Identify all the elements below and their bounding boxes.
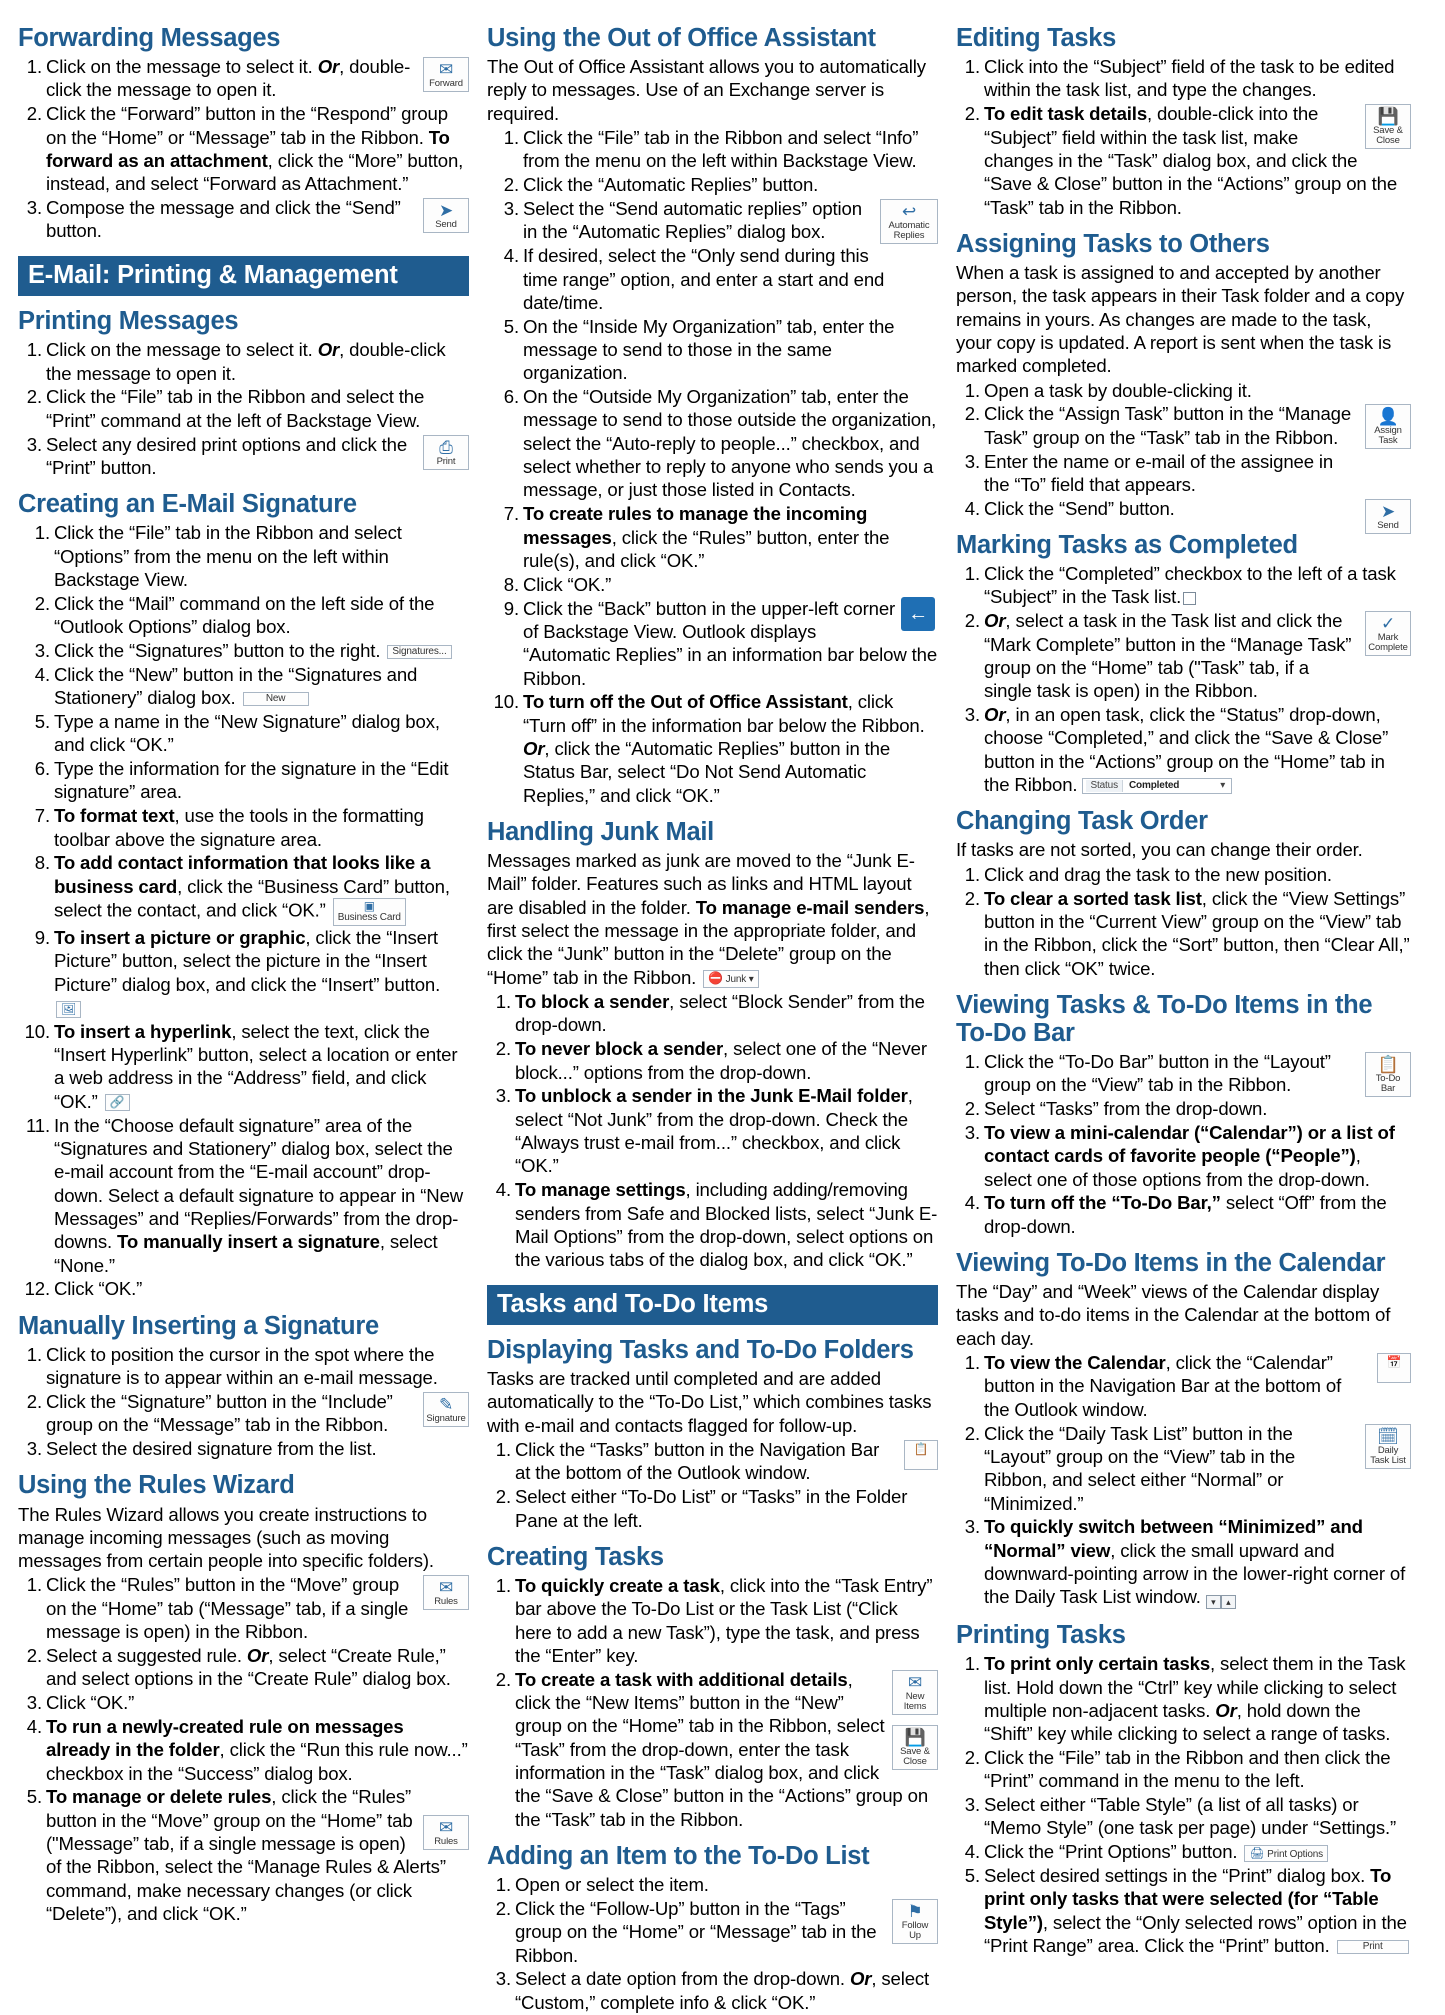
step-text: Click the “File” tab in the Ribbon and select “Options” from the menu on the left within Backstage View. [54,522,402,590]
forward-ribbon-button[interactable] [423,57,469,92]
daily-task-list-ribbon-button[interactable] [1365,1424,1411,1469]
step-item [956,1191,1411,1238]
rules-manage-ribbon-button[interactable] [423,1815,469,1850]
step-item [18,1715,469,1785]
step-item [956,402,1411,449]
intro-assigning-tasks: When a task is assigned to and accepted by another person, the task appears in their Task folder and a copy remains in yours. As changes are made to the task, your copy is updated. A report is sent when the task is marked completed. [956,261,1405,377]
step-item [18,196,469,243]
step-text: Or, select a task in the Task list and click the “Mark Complete” button in the “Manage Task” group on the “Home” tab ("Task” tab, if a single task is open) in the Ribbon. [984,610,1352,702]
insert-hyperlink-button[interactable] [105,1094,130,1111]
step-text: To insert a picture or graphic, click the “Insert Picture” button, select the picture in the “Insert Picture” dialog box, and click the “Insert” button. [54,927,441,995]
step-text: Click the “Tasks” button in the Navigation Bar at the bottom of the Outlook window. [515,1439,880,1484]
send-ribbon-button-icon: ➤ [438,201,454,221]
steps-printing-tasks [956,1652,1411,1957]
step-item [956,1652,1411,1745]
step-item [956,379,1411,402]
mark-complete-ribbon-button-icon: ✓ [1380,614,1396,634]
status-dropdown[interactable] [1082,778,1232,795]
step-text: To view the Calendar, click the “Calendar” button in the Navigation Bar at the bottom of the Outlook window. [984,1352,1342,1420]
step-text: To unblock a sender in the Junk E-Mail folder, select “Not Junk” from the drop-down. Check the “Always trust e-mail from...” checkbox, and click “OK.” [515,1085,913,1177]
save-close-ribbon-button-label: Save & Close [1373,125,1403,147]
step-text: Type a name in the “New Signature” dialog box, and click “OK.” [54,710,440,756]
step-text: Click into the “Subject” field of the task to be edited within the task list, and type the changes. [984,56,1395,101]
step-text: To format text, use the tools in the formatting toolbar above the signature area. [54,805,424,850]
step-text: Click the “File” tab in the Ribbon and select “Info” from the menu on the left within Backstage View. [523,127,919,172]
steps-manual-signature [18,1343,469,1461]
column-middle [487,24,938,2015]
step-text: Click the “File” tab in the Ribbon and select the “Print” command at the left of Backstage View. [46,386,425,431]
section-heading-creating-signature: Creating an E-Mail Signature [18,490,357,519]
hyperlink-icon: 🔗 [109,1095,125,1110]
step-item [487,1574,938,1667]
step-item [956,1097,1411,1120]
rules-manage-ribbon-button-label: Rules [434,1836,458,1848]
step-item [487,502,938,572]
completed-checkbox[interactable] [1183,592,1196,605]
step-item [487,573,938,596]
step-text: Select a suggested rule. Or, select “Create Rule,” and select options in the “Create Rule” dialog box. [46,1644,451,1690]
step-item [956,1422,1411,1515]
chevron-down-icon[interactable]: ▾ [1206,1595,1221,1609]
step-item [487,1178,938,1271]
step-text: To create a task with additional details, click the “New Items” button in the “New” group on the “Home” tab in the Ribbon, select “Task” from the drop-down, enter the task information in the “Task” dialog box, and click the “Save & Close” button in the “Actions” group on the “Task” tab in the Ribbon. [515,1668,929,1830]
step-item [18,1343,469,1390]
business-card-icon: ▣ [363,899,375,914]
step-text: Click on the message to select it. Or, double-click the message to open it. [46,339,446,384]
step-item [956,887,1411,980]
section-heading-changing-task-order: Changing Task Order [956,807,1208,836]
send-ribbon-button[interactable] [423,198,469,233]
step-item [18,1785,469,1925]
rules-ribbon-button[interactable] [423,1575,469,1610]
todo-bar-ribbon-button-icon: 📋 [1377,1054,1399,1074]
step-item [956,863,1411,886]
step-item [487,315,938,385]
step-item [956,55,1411,102]
junk-ribbon-button[interactable]: ⛔ Junk ▾ [703,970,758,988]
print-ribbon-button[interactable] [423,435,469,470]
step-item [956,1515,1411,1610]
automatic-replies-ribbon-button-icon: ↩ [901,202,917,222]
steps-viewing-todo-bar [956,1050,1411,1238]
steps-assigning-tasks [956,379,1411,531]
step-text: Select either “To-Do List” or “Tasks” in the Folder Pane at the left. [515,1486,908,1531]
step-item [956,1864,1411,1957]
step-item [956,1793,1411,1840]
step-item [18,1277,469,1300]
step-text: To print only certain tasks, select them in the Task list. Hold down the “Ctrl” key while clicking to select multiple non-adjacent tasks. Or, hold down the “Shift” key while clicking to select a range of tasks. [984,1653,1406,1745]
chevron-down-icon: ▾ [1220,779,1226,791]
step-item [487,1668,938,1831]
step-text: Click the “Mail” command on the left side of the “Outlook Options” dialog box. [54,592,435,638]
section-heading-marking-completed: Marking Tasks as Completed [956,531,1298,559]
step-text: Click the “Forward” button in the “Respond” group on the “Home” or “Message” tab in the Ribbon. To forward as an attachment, click the “More” button, instead, and select “Forward as Attachment.” [46,103,464,195]
steps-adding-todo [487,1873,938,2014]
save-close-ribbon-button-mid-icon: 💾 [904,1727,926,1747]
step-text: Open or select the item. [515,1874,709,1896]
step-text: Select the “Send automatic replies” option in the “Automatic Replies” dialog box. [523,198,862,243]
step-item [18,433,469,480]
intro-junk-mail: Messages marked as junk are moved to the “Junk E-Mail” folder. Features such as links and HTML layout are disabled in the folder. To manage e-mail senders, first select the message in the appropriate folder, and click the “Junk” button in the “Delete” group on the “Home” tab in the Ribbon. ⛔ Junk ▾ [487,850,930,988]
step-item [487,1438,938,1485]
follow-up-ribbon-button-label: Follow Up [901,1919,929,1941]
signature-ribbon-button-label: Signature [426,1412,466,1424]
signature-ribbon-button[interactable] [423,1392,469,1427]
column-left [18,24,469,1926]
section-heading-printing-tasks: Printing Tasks [956,1621,1126,1650]
steps-creating-signature [18,521,469,1301]
section-heading-manual-signature: Manually Inserting a Signature [18,1311,379,1340]
save-close-ribbon-button-mid-label: Save & Close [900,1745,930,1767]
step-text: To insert a hyperlink, select the text, click the “Insert Hyperlink” button, select a location or enter a web address in the “Address” field, and click “OK.” [54,1020,458,1112]
step-text: Select any desired print options and click the “Print” button. [46,433,408,478]
section-heading-adding-todo: Adding an Item to the To-Do List [487,1842,870,1871]
step-item [956,102,1411,219]
business-card-button[interactable] [333,898,406,926]
steps-junk-mail [487,990,938,1271]
step-item [18,55,469,102]
step-item [956,1121,1411,1191]
three-column-layout [18,24,1427,2015]
back-arrow-button[interactable]: ← [901,597,935,631]
step-text: Open a task by double-clicking it. [984,379,1252,401]
new-signature-button[interactable]: New [243,692,309,707]
band-tasks-todo-items: Tasks and To-Do Items [487,1285,938,1326]
assign-task-ribbon-button-label: Assign Task [1374,425,1402,447]
step-item [18,851,469,925]
status-label: Status [1086,780,1122,793]
step-item [487,1897,938,1967]
step-item [18,663,469,710]
intro-displaying-tasks: Tasks are tracked until completed and are added automatically to the “To-Do List,” which combines tasks with e-mail and contacts flagged for follow-up. [487,1368,932,1436]
new-items-ribbon-button-label: New Items [903,1690,927,1712]
assign-task-ribbon-button[interactable] [1365,404,1411,449]
section-heading-creating-tasks: Creating Tasks [487,1542,664,1571]
forward-ribbon-button-label: Forward [429,78,463,90]
step-item [487,197,938,244]
minimize-expand-arrows[interactable] [1206,1587,1236,1610]
steps-rules-wizard [18,1573,469,1925]
step-text: Click the “Completed” checkbox to the left of a task “Subject” in the Task list. [984,563,1396,608]
step-text: Select desired settings in the “Print” dialog box. To print only tasks that were selected (for “Table Style”), select the “Only selected rows” option in the “Print Range” area. Click the “Print” button. [984,1865,1407,1957]
section-heading-junk-mail: Handling Junk Mail [487,818,714,847]
rules-ribbon-button-label: Rules [434,1596,458,1608]
section-heading-editing-tasks: Editing Tasks [956,24,1116,52]
step-text: Click the “Signatures” button to the right. [54,639,381,661]
step-item [956,562,1411,609]
step-item [487,385,938,502]
step-item [487,1037,938,1084]
step-text: Select the desired signature from the list. [46,1438,377,1460]
section-heading-printing-messages: Printing Messages [18,307,239,336]
steps-marking-completed [956,562,1411,796]
new-items-ribbon-button-icon: ✉ [907,1672,923,1692]
step-text: To never block a sender, select one of the “Never block...” options from the drop-down. [515,1038,927,1083]
junk-icon: ⛔ [708,971,723,986]
step-item [18,1114,469,1277]
step-item [18,102,469,195]
insert-picture-button[interactable] [56,1001,81,1018]
step-item [18,1437,469,1460]
print-ribbon-button-icon: ⎙ [439,437,453,457]
daily-task-list-ribbon-button-icon: 🗓 [1377,1426,1399,1446]
step-item [487,690,938,807]
step-item [487,126,938,173]
step-text: To clear a sorted task list, click the “View Settings” button in the “Current View” group on the “View” tab in the Ribbon, click the “Sort” button, then “Clear All,” then click “OK” twice. [984,887,1410,979]
step-text: To turn off the “To-Do Bar,” select “Off” from the drop-down. [984,1192,1387,1237]
step-text: Enter the name or e-mail of the assignee in the “To” field that appears. [984,450,1334,495]
section-heading-viewing-todo-bar: Viewing Tasks & To-Do Items in the To-Do Bar [956,990,1373,1047]
print-dialog-button[interactable]: Print [1337,1940,1409,1955]
intro-viewing-calendar: The “Day” and “Week” views of the Calendar display tasks and to-do items in the Calendar at the bottom of each day. [956,1281,1391,1349]
step-text: Click “OK.” [46,1692,135,1714]
step-item [956,1050,1411,1097]
step-item [487,990,938,1037]
step-text: Select “Tasks” from the drop-down. [984,1098,1268,1120]
step-text: To run a newly-created rule on messages already in the folder, click the “Run this rule now...” checkbox in the “Success” dialog box. [46,1715,468,1784]
daily-task-list-ribbon-button-label: Daily Task List [1370,1444,1406,1466]
step-text: To manage or delete rules, click the “Rules” button in the “Move” group on the “Home” tab ("Message” tab, if a single message is open) of the Ribbon, select the “Manage Rules & Alerts” command, make necessary changes (or click “Delete”), and click “OK.” [46,1786,446,1925]
step-text: Click the “File” tab in the Ribbon and then click the “Print” command in the menu to the left. [984,1746,1391,1792]
step-item [956,450,1411,497]
steps-editing-tasks [956,55,1411,219]
step-text: Click “OK.” [54,1278,143,1300]
step-text: Or, in an open task, click the “Status” drop-down, choose “Completed,” and click the “Save & Close” button in the “Actions” group on the “Home” tab in the Ribbon. [984,704,1389,795]
step-text: To quickly create a task, click into the “Task Entry” bar above the To-Do List or the Task List (“Click here to add a new Task”), type the task, and press the “Enter” key. [515,1574,933,1666]
section-heading-assigning-tasks: Assigning Tasks to Others [956,229,1270,258]
step-text: Type the information for the signature in the “Edit signature” area. [54,758,449,803]
step-item [18,710,469,757]
step-text: Click and drag the task to the new position. [984,863,1332,885]
step-text: Click the “To-Do Bar” button in the “Layout” group on the “View” tab in the Ribbon. [984,1050,1331,1096]
step-item [956,1351,1411,1421]
junk-label: Junk [725,974,747,986]
status-value: Completed [1128,779,1180,791]
step-text: Click to position the cursor in the spot where the signature is to appear within an e-mail message. [46,1343,438,1389]
step-text: To turn off the Out of Office Assistant, click “Turn off” in the information bar below the Ribbon. Or, click the “Automatic Replies” button in the Status Bar, select “Do Not Send Automatic Replies,” and click “OK.” [523,691,925,806]
step-item [18,1020,469,1113]
mark-complete-ribbon-button-label: Mark Complete [1368,632,1408,654]
signature-ribbon-button-icon: ✎ [438,1394,454,1414]
step-text: To quickly switch between “Minimized” and “Normal” view, click the small upward and downward-pointing arrow in the lower-right corner of the Daily Task List window. [984,1516,1406,1608]
assign-task-ribbon-button-icon: 👤 [1377,407,1399,427]
print-options-label: Print Options [1267,1848,1324,1860]
intro-out-of-office: The Out of Office Assistant allows you to automatically reply to messages. Use of an Exchange server is required. [487,56,926,124]
send-task-ribbon-button-label: Send [1377,519,1399,531]
print-ribbon-button-label: Print [436,455,456,467]
step-item [487,173,938,196]
todo-bar-ribbon-button-label: To-Do Bar [1375,1072,1401,1094]
step-text: To manage settings, including adding/removing senders from Safe and Blocked lists, select “Junk E-Mail Options” from the drop-down, select options on the various tabs of the dialog box, and click “OK.” [515,1179,938,1271]
section-heading-displaying-tasks: Displaying Tasks and To-Do Folders [487,1336,914,1365]
section-heading-out-of-office: Using the Out of Office Assistant [487,24,876,52]
send-task-ribbon-button-icon: ➤ [1380,501,1396,521]
step-text: Compose the message and click the “Send” button. [46,197,401,242]
step-item [18,1644,469,1691]
step-item [18,639,469,662]
steps-changing-task-order [956,863,1411,980]
step-item [18,338,469,385]
step-text: To add contact information that looks like a business card, click the “Business Card” button, select the contact, and click “OK.” [54,852,450,921]
step-item [18,804,469,851]
section-heading-rules-wizard: Using the Rules Wizard [18,1471,295,1500]
step-text: Click the “Assign Task” button in the “Manage Task” group on the “Task” tab in the Ribbon. [984,403,1352,448]
printer-icon: 🖨 [1249,1845,1265,1860]
steps-creating-tasks [487,1574,938,1831]
step-text: Click the “Send” button. [984,497,1175,519]
step-text: Click the “Print Options” button. [984,1841,1238,1863]
step-text: Select a date option from the drop-down. Or, select “Custom,” complete info & click “OK.” [515,1968,930,2013]
calendar-navigation-button[interactable] [1377,1353,1411,1383]
save-close-ribbon-button-icon: 💾 [1377,107,1399,127]
step-text: Select either “Table Style” (a list of all tasks) or “Memo Style” (one task per page) under “Settings.” [984,1794,1397,1839]
step-text: To block a sender, select “Block Sender” from the drop-down. [515,991,925,1036]
step-item [18,592,469,639]
save-close-ribbon-button-mid[interactable] [892,1725,938,1770]
step-text: On the “Inside My Organization” tab, enter the message to send to those in the same organization. [523,315,895,384]
mark-complete-ribbon-button[interactable] [1365,611,1411,656]
signatures-dialog-button[interactable]: Signatures... [387,645,451,660]
steps-printing-messages [18,338,469,479]
todo-bar-ribbon-button[interactable] [1365,1052,1411,1097]
step-text: Click the “Follow-Up” button in the “Tags” group on the “Home” or “Message” tab in the Ribbon. [515,1897,877,1966]
step-text: Click the “Rules” button in the “Move” group on the “Home” tab (“Message” tab, if a single message is open) in the Ribbon. [46,1574,409,1643]
step-item [18,757,469,804]
automatic-replies-ribbon-button-label: Automatic Replies [888,220,930,241]
intro-changing-task-order: If tasks are not sorted, you can change their order. [956,839,1363,861]
chevron-up-icon[interactable]: ▴ [1221,1595,1236,1609]
steps-out-of-office [487,126,938,807]
step-text: In the “Choose default signature” area of the “Signatures and Stationery” dialog box, select the e-mail account from the “E-mail account” drop-down. Select a default signature to appear in “New Messages” and “Replies/Forwards” from the drop-downs. To manually insert a signature, select “None.” [54,1114,464,1276]
step-item [487,1084,938,1177]
step-text: On the “Outside My Organization” tab, enter the message to send to those outside the organization, select the “Auto-reply to people...” checkbox, and select whether to reply to anyone who sends you a message, or just those listed in Contacts. [523,386,937,501]
step-item [487,244,938,314]
step-text: Click the “Daily Task List” button in the “Layout” group on the “View” tab in the Ribbon, and select either “Normal” or “Minimized.” [984,1422,1296,1514]
step-item [18,1691,469,1714]
step-text: Click “OK.” [523,573,612,595]
section-heading-forwarding-messages: Forwarding Messages [18,24,281,52]
tasks-navigation-button[interactable] [904,1440,938,1470]
follow-up-ribbon-button-icon: ⚑ [907,1901,923,1921]
column-right [956,24,1411,1958]
step-item [956,703,1411,796]
rules-manage-ribbon-button-icon: ✉ [438,1818,454,1838]
step-item [956,497,1411,531]
calendar-icon: 📅 [1386,1355,1402,1370]
steps-displaying-tasks [487,1438,938,1532]
send-task-ribbon-button[interactable] [1365,499,1411,534]
step-text: Click the “Automatic Replies” button. [523,174,819,196]
step-item [18,926,469,1019]
section-heading-viewing-calendar: Viewing To-Do Items in the Calendar [956,1249,1386,1278]
automatic-replies-ribbon-button[interactable] [880,199,938,244]
step-item [487,597,938,690]
clipboard-icon: 📋 [913,1442,929,1457]
business-card-label: Business Card [337,912,401,924]
forward-ribbon-button-icon: ✉ [438,60,454,80]
step-text: Click the “Signature” button in the “Include” group on the “Message” tab in the Ribbon. [46,1390,393,1436]
steps-forwarding-messages [18,55,469,243]
band-email-printing-management: E-Mail: Printing & Management [18,256,469,297]
step-text: Click the “New” button in the “Signatures and Stationery” dialog box. [54,663,418,709]
step-text: Click on the message to select it. Or, double-click the message to open it. [46,56,411,101]
step-item [956,609,1411,702]
intro-rules-wizard: The Rules Wizard allows you create instructions to manage incoming messages (such as moving messages from certain people into specific folders). [18,1503,434,1572]
picture-icon: 🖼 [61,1001,77,1016]
step-text: To view a mini-calendar (“Calendar”) or a list of contact cards of favorite people (“People”), select one of those options from the drop-down. [984,1121,1395,1190]
step-item [18,521,469,591]
print-options-button[interactable] [1244,1845,1328,1863]
step-item [487,1485,938,1532]
step-text: Click the “Back” button in the upper-left corner of Backstage View. Outlook displays “Automatic Replies” in an information bar below the Ribbon. [523,597,938,689]
new-items-ribbon-button[interactable] [892,1670,938,1715]
step-item [487,1967,938,2014]
step-item [18,385,469,432]
rules-ribbon-button-icon: ✉ [438,1578,454,1598]
step-item [956,1840,1411,1863]
step-item [18,1390,469,1437]
step-text: If desired, select the “Only send during this time range” option, and enter a start and end date/time. [523,245,885,313]
step-item [18,1573,469,1643]
steps-viewing-calendar [956,1351,1411,1610]
send-ribbon-button-label: Send [435,219,457,231]
save-close-ribbon-button[interactable] [1365,104,1411,149]
step-text: To create rules to manage the incoming messages, click the “Rules” button, enter the rule(s), and click “OK.” [523,503,890,571]
step-text: To edit task details, double-click into the “Subject” field within the task list, make changes in the “Task” dialog box, and click the “Save & Close” button in the “Actions” group on the “Task” tab in the Ribbon. [984,103,1398,218]
step-item [956,1746,1411,1793]
follow-up-ribbon-button[interactable] [892,1899,938,1944]
